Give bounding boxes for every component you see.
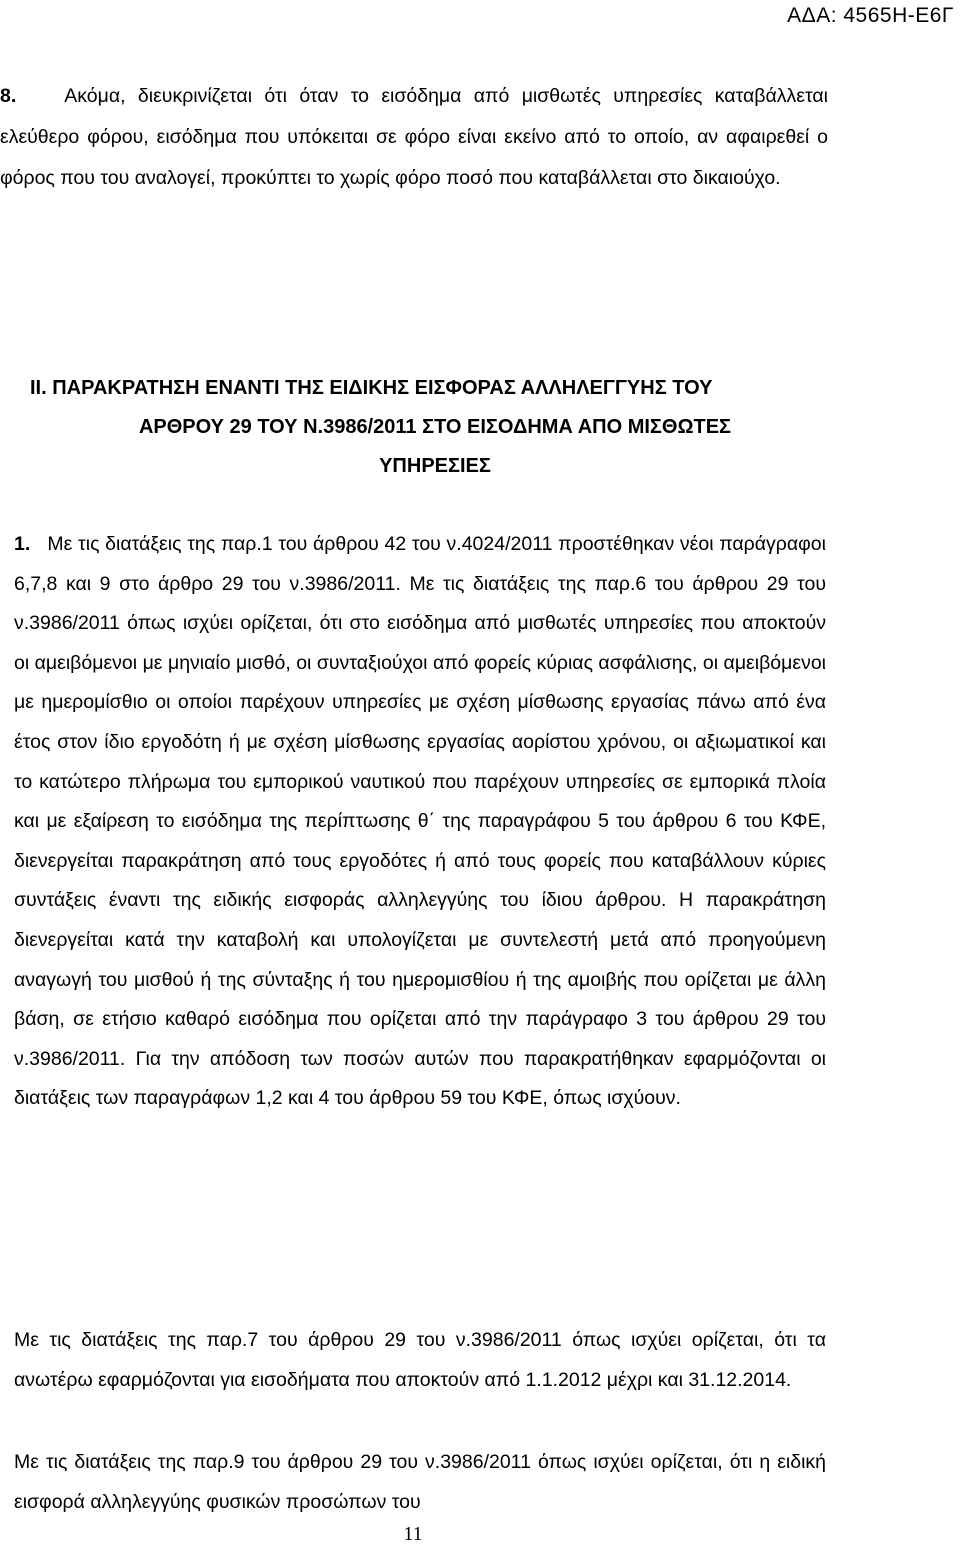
paragraph-7: [14, 1321, 826, 1400]
paragraph-number: 8.: [0, 85, 17, 107]
page-number: 11: [403, 1523, 423, 1545]
paragraph-8: [0, 76, 828, 199]
paragraph-number: 1.: [14, 533, 31, 555]
section-heading-line-2: ΑΡΘΡΟΥ 29 ΤΟΥ Ν.3986/2011 ΣΤΟ ΕΙΣΟΔΗΜΑ ΑΠΟ ΜΙΣΘΩΤΕΣ: [138, 416, 732, 438]
paragraph-text: Με τις διατάξεις της παρ.7 του άρθρου 29 του ν.3986/2011 όπως ισχύει ορίζεται, ότι τα ανωτέρω εφαρμόζονται για εισοδήματα που αποκτούν από 1.1.2012 μέχρι και 31.12.2014.: [14, 1329, 826, 1391]
paragraph-9: [14, 1443, 826, 1522]
paragraph-text: Με τις διατάξεις της παρ.1 του άρθρου 42 του ν.4024/2011 προστέθηκαν νέοι παράγραφοι 6,7,8 και 9 στο άρθρο 29 του ν.3986/2011. Με τις διατάξεις της παρ.6 του άρθρου 29 του ν.3986/2011 όπως ισχύει ορίζεται, ότι στο εισόδημα από μισθωτές υπηρεσίες που αποκτούν οι αμειβόμενοι με μηνιαίο μισθό, οι συνταξιούχοι από φορείς κύριας ασφάλισης, οι αμειβόμενοι με ημερομίσθιο οι οποίοι παρέχουν υπηρεσίες με σχέση μίσθωσης εργασίας πάνω από ένα έτος στον ίδιο εργοδότη ή με σχέση μίσθωσης εργασίας αορίστου χρόνου, οι αξιωματικοί και το κατώτερο πλήρωμα του εμπορικού ναυτικού που παρέχουν υπηρεσίες σε εμπορικά πλοία και με εξαίρεση το εισόδημα της περίπτωσης θ΄ της παραγράφου 5 του άρθρου 6 του ΚΦΕ, διενεργείται παρακράτηση από τους εργοδότες ή από τους φορείς που καταβάλλουν κύριες συντάξεις έναντι της ειδικής εισφοράς αλληλεγγύης του ίδιου άρθρου. Η παρακράτηση διενεργείται κατά την καταβολή και υπολογίζεται με συντελεστή μετά από προηγούμενη αναγωγή του μισθού ή της σύνταξης ή του ημερομισθίου ή της αμοιβής που ορίζεται με άλλη βάση, σε ετήσιο καθαρό εισόδημα που ορίζεται από την παράγραφο 3 του άρθρου 29 του ν.3986/2011. Για την απόδοση των ποσών αυτών που παρακρατήθηκαν εφαρμόζονται οι διατάξεις των παραγράφων 1,2 και 4 του άρθρου 59 του ΚΦΕ, όπως ισχύουν.: [14, 533, 826, 1110]
paragraph-1: [14, 525, 826, 1119]
paragraph-text: Ακόμα, διευκρινίζεται ότι όταν το εισόδημα από μισθωτές υπηρεσίες καταβάλλεται ελεύθερο φόρου, εισόδημα που υπόκειται σε φόρο είναι εκείνο από το οποίο, αν αφαιρεθεί ο φόρος που του αναλογεί, προκύπτει το χωρίς φόρο ποσό που καταβάλλεται στο δικαιούχο.: [0, 85, 828, 189]
ada-code: ΑΔΑ: 4565Η-Ε6Γ: [787, 4, 954, 27]
section-heading-line-3: ΥΠΗΡΕΣΙΕΣ: [379, 455, 491, 477]
section-heading-line-1: ΙΙ. ΠΑΡΑΚΡΑΤΗΣΗ ΕΝΑΝΤΙ ΤΗΣ ΕΙΔΙΚΗΣ ΕΙΣΦΟΡΑΣ ΑΛΛΗΛΕΓΓΥΗΣ ΤΟΥ: [30, 377, 713, 399]
paragraph-text: Με τις διατάξεις της παρ.9 του άρθρου 29 του ν.3986/2011 όπως ισχύει ορίζεται, ότι η ειδική εισφορά αλληλεγγύης φυσικών προσώπων του: [14, 1451, 826, 1513]
section-heading: [30, 369, 840, 486]
